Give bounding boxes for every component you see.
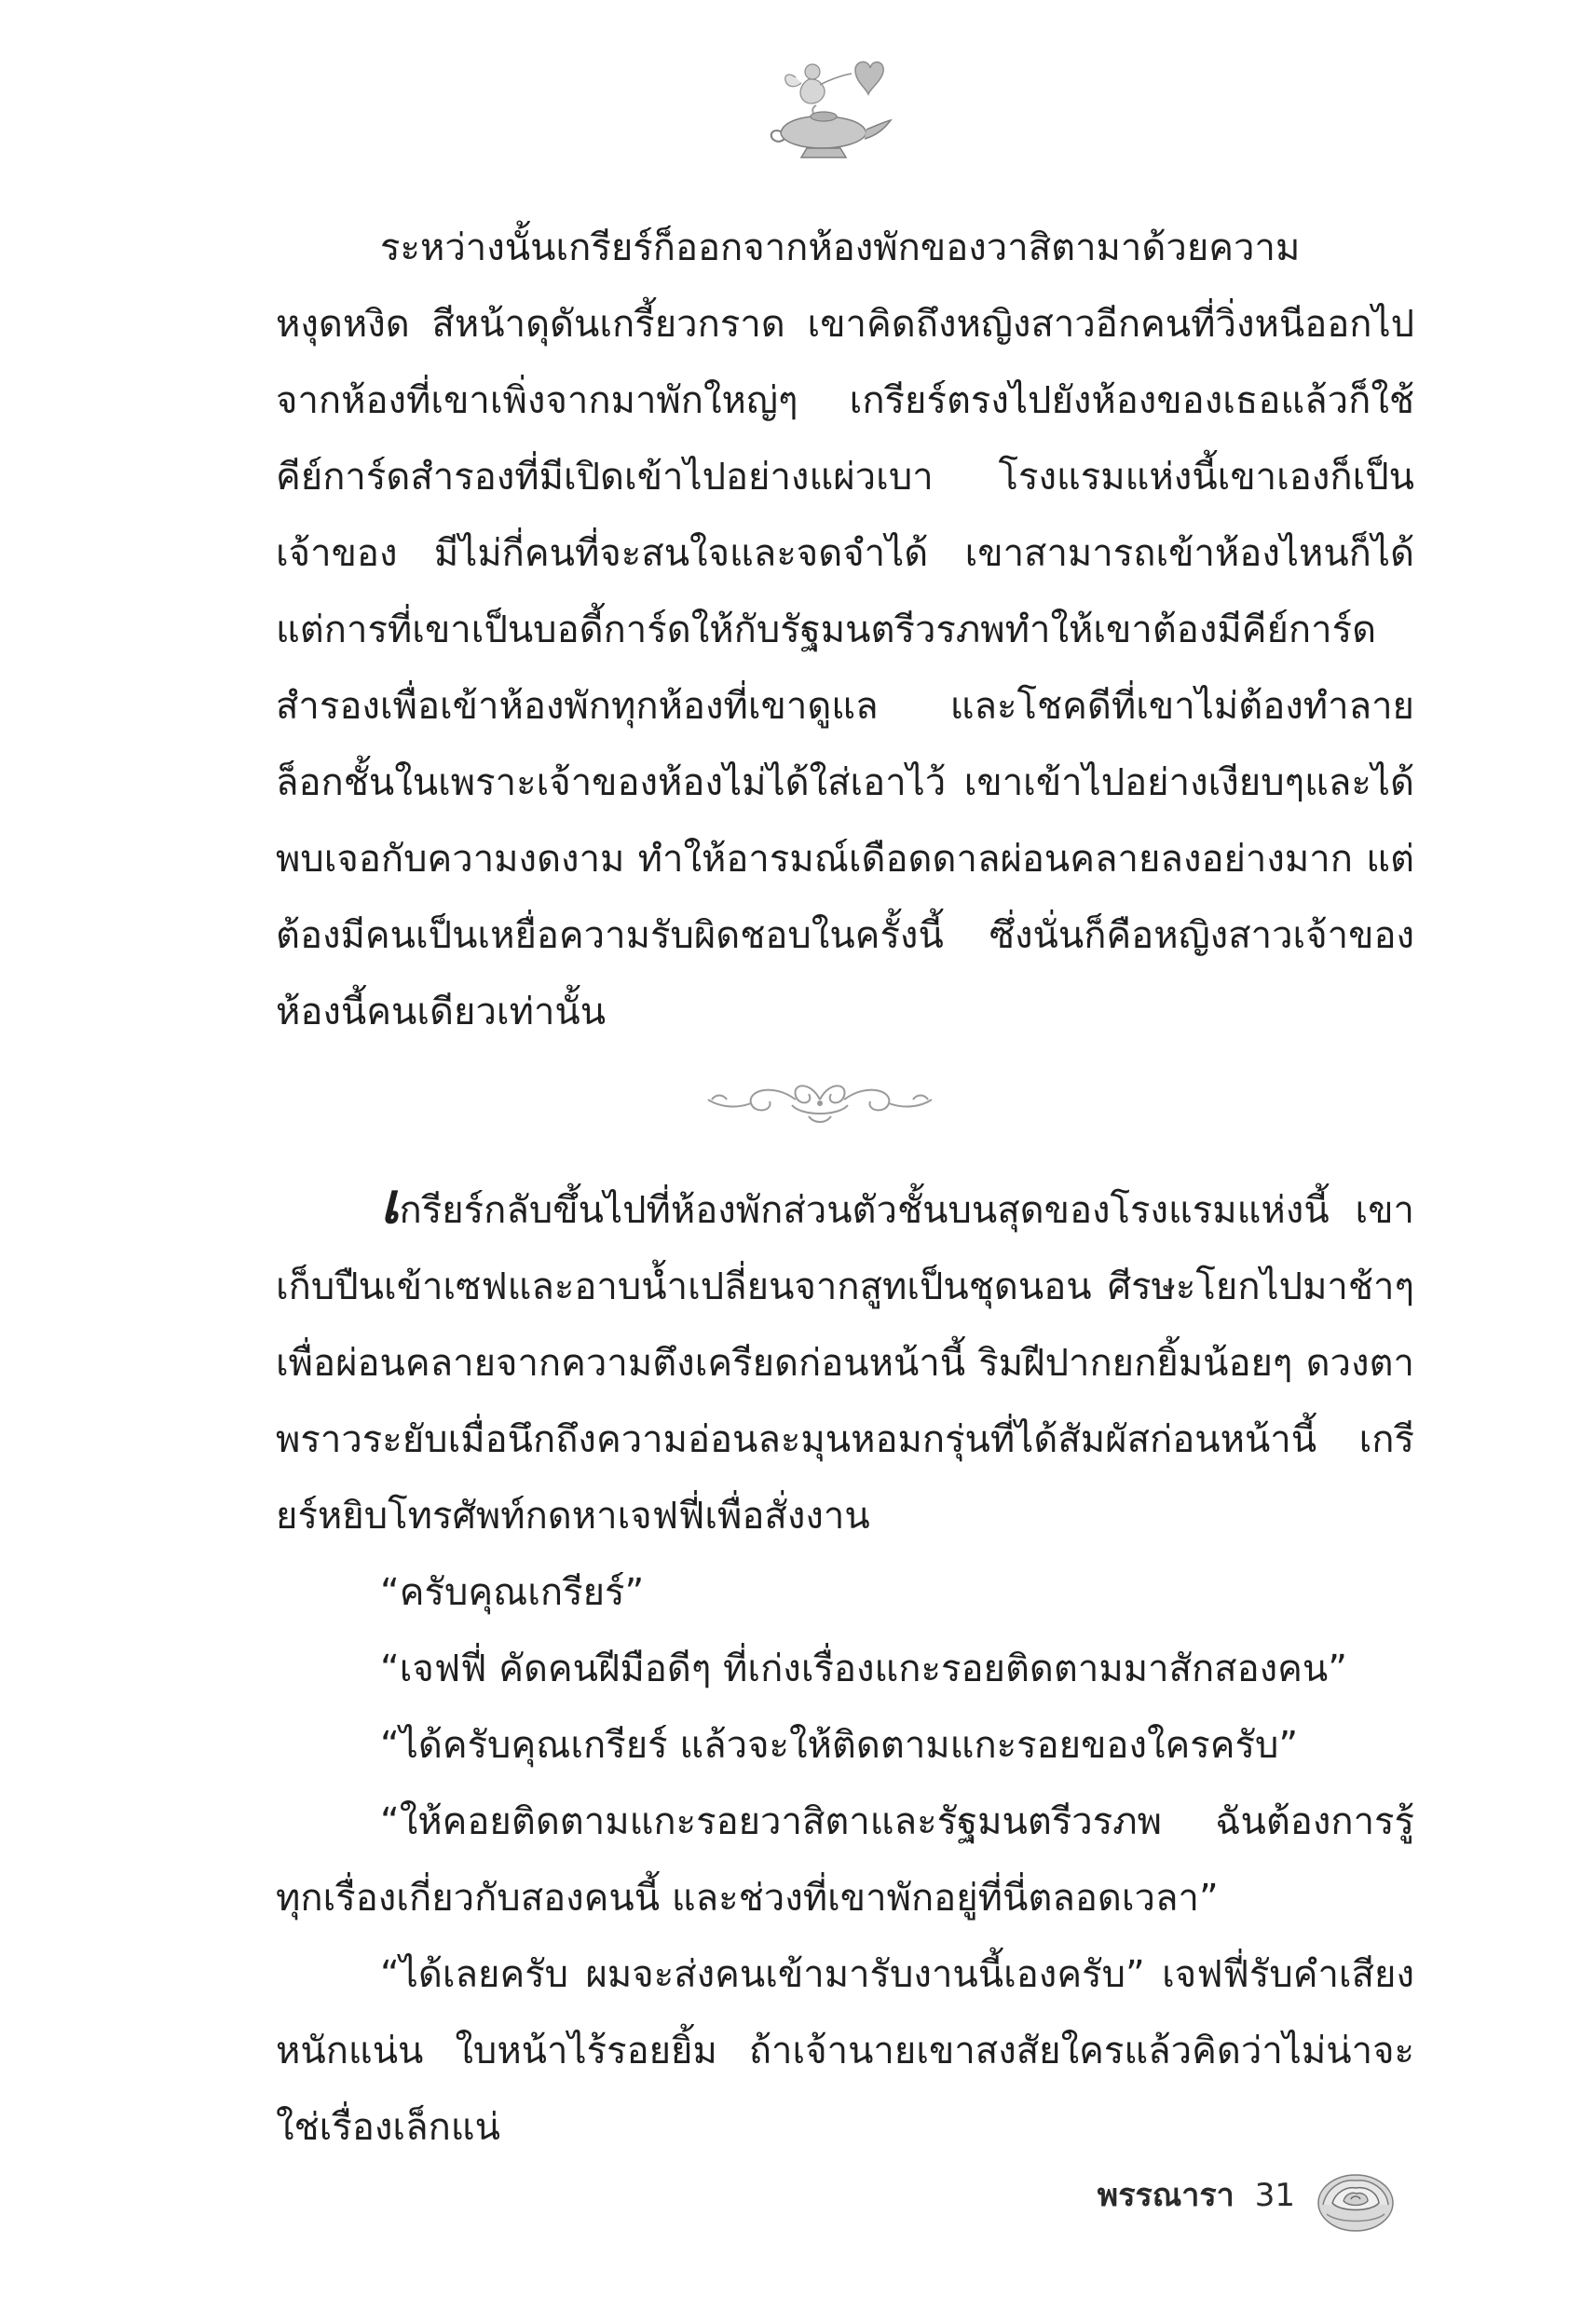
- rose-icon: [1314, 2162, 1398, 2236]
- chapter-body-section-1: [276, 210, 1414, 1050]
- running-footer: [1098, 2169, 1295, 2220]
- dialogue-line: “เจฟฟี่ คัดคนฝีมือดีๆ ที่เก่งเรื่องแกะรอยติดตามมาสักสองคน”: [380, 1648, 1347, 1690]
- page-number: 31: [1254, 2177, 1295, 2214]
- paragraph-with-dropcap: [276, 1172, 1414, 1554]
- genie-lamp-cupid-icon: [755, 51, 894, 163]
- dialogue-line: “ได้ครับคุณเกรียร์ แล้วจะให้ติดตามแกะรอยของใครครับ”: [380, 1724, 1299, 1767]
- drop-cap: เ: [380, 1171, 400, 1237]
- page-footer: [1081, 2162, 1416, 2236]
- paragraph: ระหว่างนั้นเกรียร์ก็ออกจากห้องพักของวาสิตามาด้วยความหงุดหงิด สีหน้าดุดันเกรี้ยวกราด เขาคิดถึงหญิงสาวอีกคนที่วิ่งหนีออกไปจากห้องที่เขาเพิ่งจากมาพักใหญ่ๆ เกรียร์ตรงไปยังห้องของเธอแล้วก็ใช้คีย์การ์ดสำรองที่มีเปิดเข้าไปอย่างแผ่วเบา โรงแรมแห่งนี้เขาเองก็เป็นเจ้าของ มีไม่กี่คนที่จะสนใจและจดจำได้ เขาสามารถเข้าห้องไหนก็ได้ แต่การที่เขาเป็นบอดี้การ์ดให้กับรัฐมนตรีวรภพทำให้เขาต้องมีคีย์การ์ดสำรองเพื่อเข้าห้องพักทุกห้องที่เขาดูแล และโชคดีที่เขาไม่ต้องทำลายล็อกชั้นในเพราะเจ้าของห้องไม่ได้ใส่เอาไว้ เขาเข้าไปอย่างเงียบๆและได้พบเจอกับความงดงาม ทำให้อารมณ์เดือดดาลผ่อนคลายลงอย่างมาก แต่ต้องมีคนเป็นเหยื่อความรับผิดชอบในครั้งนี้ ซึ่งนั่นก็คือหญิงสาวเจ้าของห้องนี้คนเดียวเท่านั้น: [276, 226, 1414, 1033]
- dialogue-line: “ครับคุณเกรียร์”: [380, 1571, 645, 1614]
- book-title: พรรณารา: [1097, 2177, 1235, 2214]
- paragraph-text: กรียร์กลับขึ้นไปที่ห้องพักส่วนตัวชั้นบนสุดของโรงแรมแห่งนี้ เขาเก็บปืนเข้าเซฟและอาบน้ำเปลี่ยนจากสูทเป็นชุดนอน ศีรษะโยกไปมาช้าๆ เพื่อผ่อนคลายจากความตึงเครียดก่อนหน้านี้ ริมฝีปากยกยิ้มน้อยๆ ดวงตาพราวระยับเมื่อนึกถึงความอ่อนละมุนหอมกรุ่นที่ได้สัมผัสก่อนหน้านี้ เกรียร์หยิบโทรศัพท์กดหาเจฟฟี่เพื่อสั่งงาน: [276, 1189, 1414, 1538]
- dialogue-line: “ได้เลยครับ ผมจะส่งคนเข้ามารับงานนี้เองครับ” เจฟฟี่รับคำเสียงหนักแน่น ใบหน้าไร้รอยยิ้ม ถ้าเจ้านายเขาสงสัยใครแล้วคิดว่าไม่น่าจะใช่เรื่องเล็กแน่: [276, 1953, 1414, 2149]
- dialogue-line: “ให้คอยติดตามแกะรอยวาสิตาและรัฐมนตรีวรภพ ฉันต้องการรู้ทุกเรื่องเกี่ยวกับสองคนนี้ และช่วงที่เขาพักอยู่ที่นี่ตลอดเวลา”: [276, 1800, 1414, 1920]
- flourish-divider-icon: [699, 1062, 941, 1137]
- chapter-body-section-2: [276, 1172, 1414, 2166]
